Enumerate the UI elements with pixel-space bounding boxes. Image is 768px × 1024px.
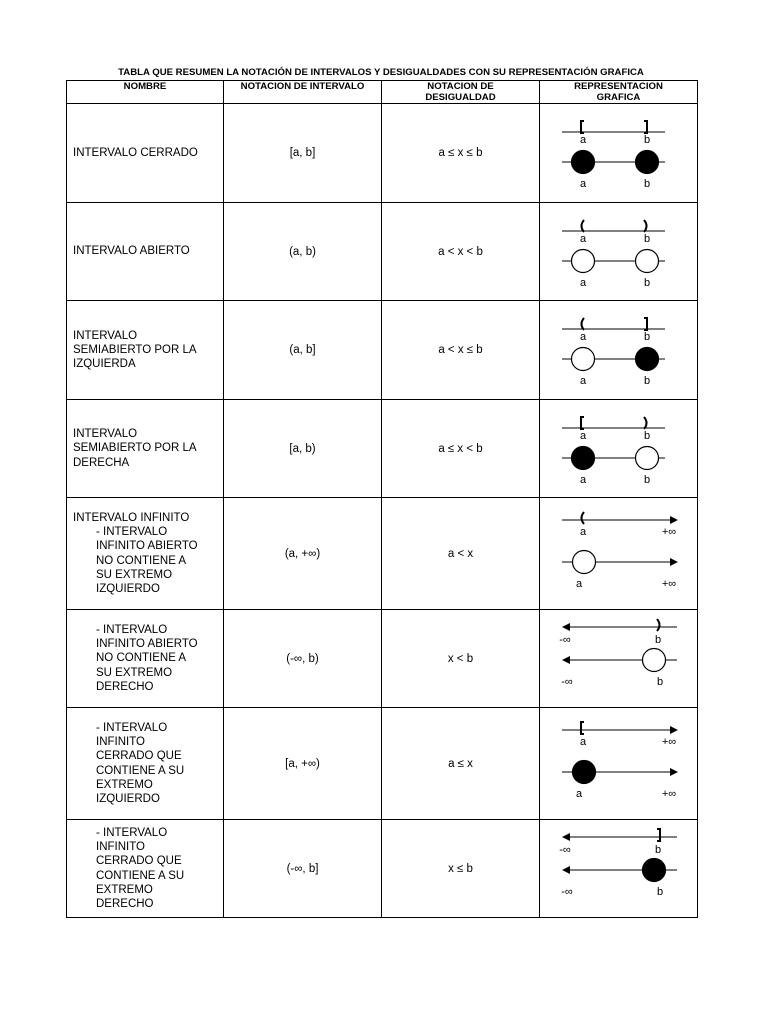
top-right-label: b (643, 430, 651, 442)
interval-name-cell (67, 400, 224, 498)
left-endpoint-bracket (582, 220, 585, 232)
table-row (67, 820, 698, 918)
interval-group-heading: INTERVALO INFINITO (73, 511, 190, 524)
header-representacion (540, 81, 698, 104)
interval-name-line: INTERVALO (73, 428, 138, 441)
arrow-left-icon (562, 833, 570, 841)
header-representacion-line1: REPRESENTACION (574, 81, 663, 92)
bottom-right-label: b (643, 474, 651, 486)
interval-name-line: NO CONTIENE A (96, 554, 187, 567)
closed-left-dot (572, 447, 595, 470)
interval-name-line: CERRADO QUE (96, 750, 182, 763)
endpoint-bracket (657, 619, 660, 631)
interval-notation-cell: (-∞, b] (224, 820, 382, 918)
top-left-label: a (579, 331, 587, 343)
open-dot (643, 649, 666, 672)
graphic-representation-cell (540, 820, 698, 918)
open-right-dot (636, 447, 659, 470)
interval-name-line: - INTERVALO (96, 826, 168, 839)
top-left-label: -∞ (559, 844, 571, 856)
closed-dot (643, 859, 666, 882)
bottom-left-label: a (575, 788, 583, 800)
inequality-notation-cell: a ≤ x < b (382, 400, 540, 498)
table-row (67, 400, 698, 498)
interval-notation-cell: (-∞, b) (224, 610, 382, 708)
interval-name-line: INTERVALO ABIERTO (73, 245, 190, 258)
open-left-dot (572, 250, 595, 273)
interval-name-line: IZQUIERDA (73, 358, 136, 371)
interval-name-line: INTERVALO CERRADO (73, 146, 198, 159)
top-right-label: +∞ (661, 736, 677, 748)
header-notacion-desigualdad-line1: NOTACION DE (427, 81, 494, 92)
arrow-left-icon (562, 623, 570, 631)
header-notacion-intervalo (224, 81, 382, 104)
interval-name-cell (67, 104, 224, 203)
bottom-left-label: a (579, 474, 587, 486)
number-line-diagram (540, 610, 697, 707)
inequality-notation-cell: a ≤ x (382, 708, 540, 820)
top-left-label: -∞ (559, 634, 571, 646)
right-endpoint-bracket (644, 318, 647, 330)
bottom-right-label: b (643, 375, 651, 387)
header-notacion-intervalo-label: NOTACION DE INTERVALO (240, 81, 365, 92)
interval-name-line: INTERVALO (73, 329, 138, 342)
inequality-notation-cell: a ≤ x ≤ b (382, 104, 540, 203)
right-endpoint-bracket (644, 220, 647, 232)
page-title: TABLA QUE RESUMEN LA NOTACIÓN DE INTERVALOS Y DESIGUALDADES CON SU REPRESENTACIÓN GRAFICA (118, 67, 644, 78)
closed-right-dot (636, 151, 659, 174)
interval-notation-cell: (a, b] (224, 301, 382, 400)
bottom-left-label: a (579, 178, 587, 190)
bottom-left-label: -∞ (561, 676, 573, 688)
bottom-left-label: a (579, 277, 587, 289)
inequality-notation-cell: x ≤ b (382, 820, 540, 918)
graphic-representation-cell (540, 203, 698, 301)
inequality-notation-cell: a < x (382, 498, 540, 610)
table-row (67, 203, 698, 301)
interval-notation-cell: [a, +∞) (224, 708, 382, 820)
interval-name-line: IZQUIERDO (96, 793, 160, 806)
interval-name-cell (67, 498, 224, 610)
arrow-right-icon (670, 768, 678, 776)
interval-name-line: CERRADO QUE (96, 855, 182, 868)
bottom-right-label: b (643, 277, 651, 289)
left-endpoint-bracket (581, 417, 584, 429)
bottom-right-label: +∞ (661, 788, 677, 800)
arrow-left-icon (562, 656, 570, 664)
number-line-diagram (540, 400, 697, 497)
bottom-right-label: b (656, 676, 664, 688)
interval-name-line: SEMIABIERTO POR LA (73, 343, 197, 356)
number-line-diagram (540, 498, 697, 609)
table-row (67, 104, 698, 203)
table-row (67, 301, 698, 400)
top-left-label: a (579, 430, 587, 442)
header-representacion-line2: GRAFICA (596, 92, 641, 103)
interval-name-line: EXTREMO (96, 883, 153, 896)
top-left-label: a (579, 233, 587, 245)
top-right-label: b (654, 844, 662, 856)
bottom-right-label: b (656, 886, 664, 898)
graphic-representation-cell (540, 104, 698, 203)
table-row (67, 610, 698, 708)
interval-name-line: INFINITO (96, 735, 145, 748)
arrow-right-icon (670, 558, 678, 566)
arrow-right-icon (670, 726, 678, 734)
interval-name-line: SU EXTREMO (96, 666, 173, 679)
endpoint-bracket (582, 512, 585, 524)
graphic-representation-cell (540, 708, 698, 820)
bottom-left-label: a (575, 578, 583, 590)
arrow-right-icon (670, 516, 678, 524)
interval-name-line: INFINITO (96, 840, 145, 853)
number-line-diagram (540, 708, 697, 819)
closed-dot (573, 761, 596, 784)
top-left-label: a (579, 736, 587, 748)
interval-notation-cell: [a, b] (224, 104, 382, 203)
inequality-notation-cell: a < x ≤ b (382, 301, 540, 400)
header-row (67, 81, 698, 104)
left-endpoint-bracket (581, 121, 584, 133)
right-endpoint-bracket (644, 121, 647, 133)
interval-name-cell (67, 820, 224, 918)
interval-name-line: INFINITO ABIERTO (96, 540, 198, 553)
number-line-diagram (540, 820, 697, 917)
arrow-left-icon (562, 866, 570, 874)
number-line-diagram (540, 104, 697, 202)
top-right-label: b (643, 134, 651, 146)
interval-notation-cell: (a, b) (224, 203, 382, 301)
interval-name-line: DERECHO (96, 898, 154, 911)
right-endpoint-bracket (644, 417, 647, 429)
interval-name-line: NO CONTIENE A (96, 652, 187, 665)
left-endpoint-bracket (582, 318, 585, 330)
open-dot (573, 551, 596, 574)
interval-name-line: INFINITO ABIERTO (96, 638, 198, 651)
interval-summary-table (66, 80, 698, 918)
interval-name-line: IZQUIERDO (96, 583, 160, 596)
top-right-label: b (643, 233, 651, 245)
bottom-left-label: a (579, 375, 587, 387)
top-left-label: a (579, 134, 587, 146)
interval-name-line: CONTIENE A SU (96, 869, 185, 882)
interval-name-line: CONTIENE A SU (96, 764, 185, 777)
header-nombre (67, 81, 224, 104)
top-right-label: b (654, 634, 662, 646)
closed-left-dot (572, 151, 595, 174)
interval-notation-cell: [a, b) (224, 400, 382, 498)
table-row (67, 708, 698, 820)
number-line-diagram (540, 301, 697, 399)
graphic-representation-cell (540, 498, 698, 610)
open-left-dot (572, 348, 595, 371)
interval-name-line: DERECHO (96, 680, 154, 693)
header-notacion-desigualdad-line2: DESIGUALDAD (425, 92, 496, 103)
number-line-diagram (540, 203, 697, 300)
inequality-notation-cell: x < b (382, 610, 540, 708)
interval-name-line: DERECHA (73, 456, 130, 469)
bottom-left-label: -∞ (561, 886, 573, 898)
endpoint-bracket (657, 829, 660, 841)
top-right-label: b (643, 331, 651, 343)
interval-name-cell (67, 203, 224, 301)
interval-name-line: - INTERVALO (96, 525, 168, 538)
graphic-representation-cell (540, 400, 698, 498)
top-left-label: a (579, 526, 587, 538)
interval-name-line: EXTREMO (96, 778, 153, 791)
interval-notation-cell: (a, +∞) (224, 498, 382, 610)
interval-name-line: SEMIABIERTO POR LA (73, 442, 197, 455)
header-notacion-desigualdad (382, 81, 540, 104)
header-nombre-label: NOMBRE (123, 81, 167, 92)
inequality-notation-cell: a < x < b (382, 203, 540, 301)
table-row (67, 498, 698, 610)
interval-name-line: - INTERVALO (96, 623, 168, 636)
graphic-representation-cell (540, 610, 698, 708)
interval-name-cell (67, 301, 224, 400)
bottom-right-label: +∞ (661, 578, 677, 590)
open-right-dot (636, 250, 659, 273)
closed-right-dot (636, 348, 659, 371)
interval-name-line: SU EXTREMO (96, 568, 173, 581)
interval-name-cell (67, 708, 224, 820)
endpoint-bracket (581, 722, 584, 734)
interval-name-line: - INTERVALO (96, 721, 168, 734)
graphic-representation-cell (540, 301, 698, 400)
interval-name-cell (67, 610, 224, 708)
top-right-label: +∞ (661, 526, 677, 538)
bottom-right-label: b (643, 178, 651, 190)
